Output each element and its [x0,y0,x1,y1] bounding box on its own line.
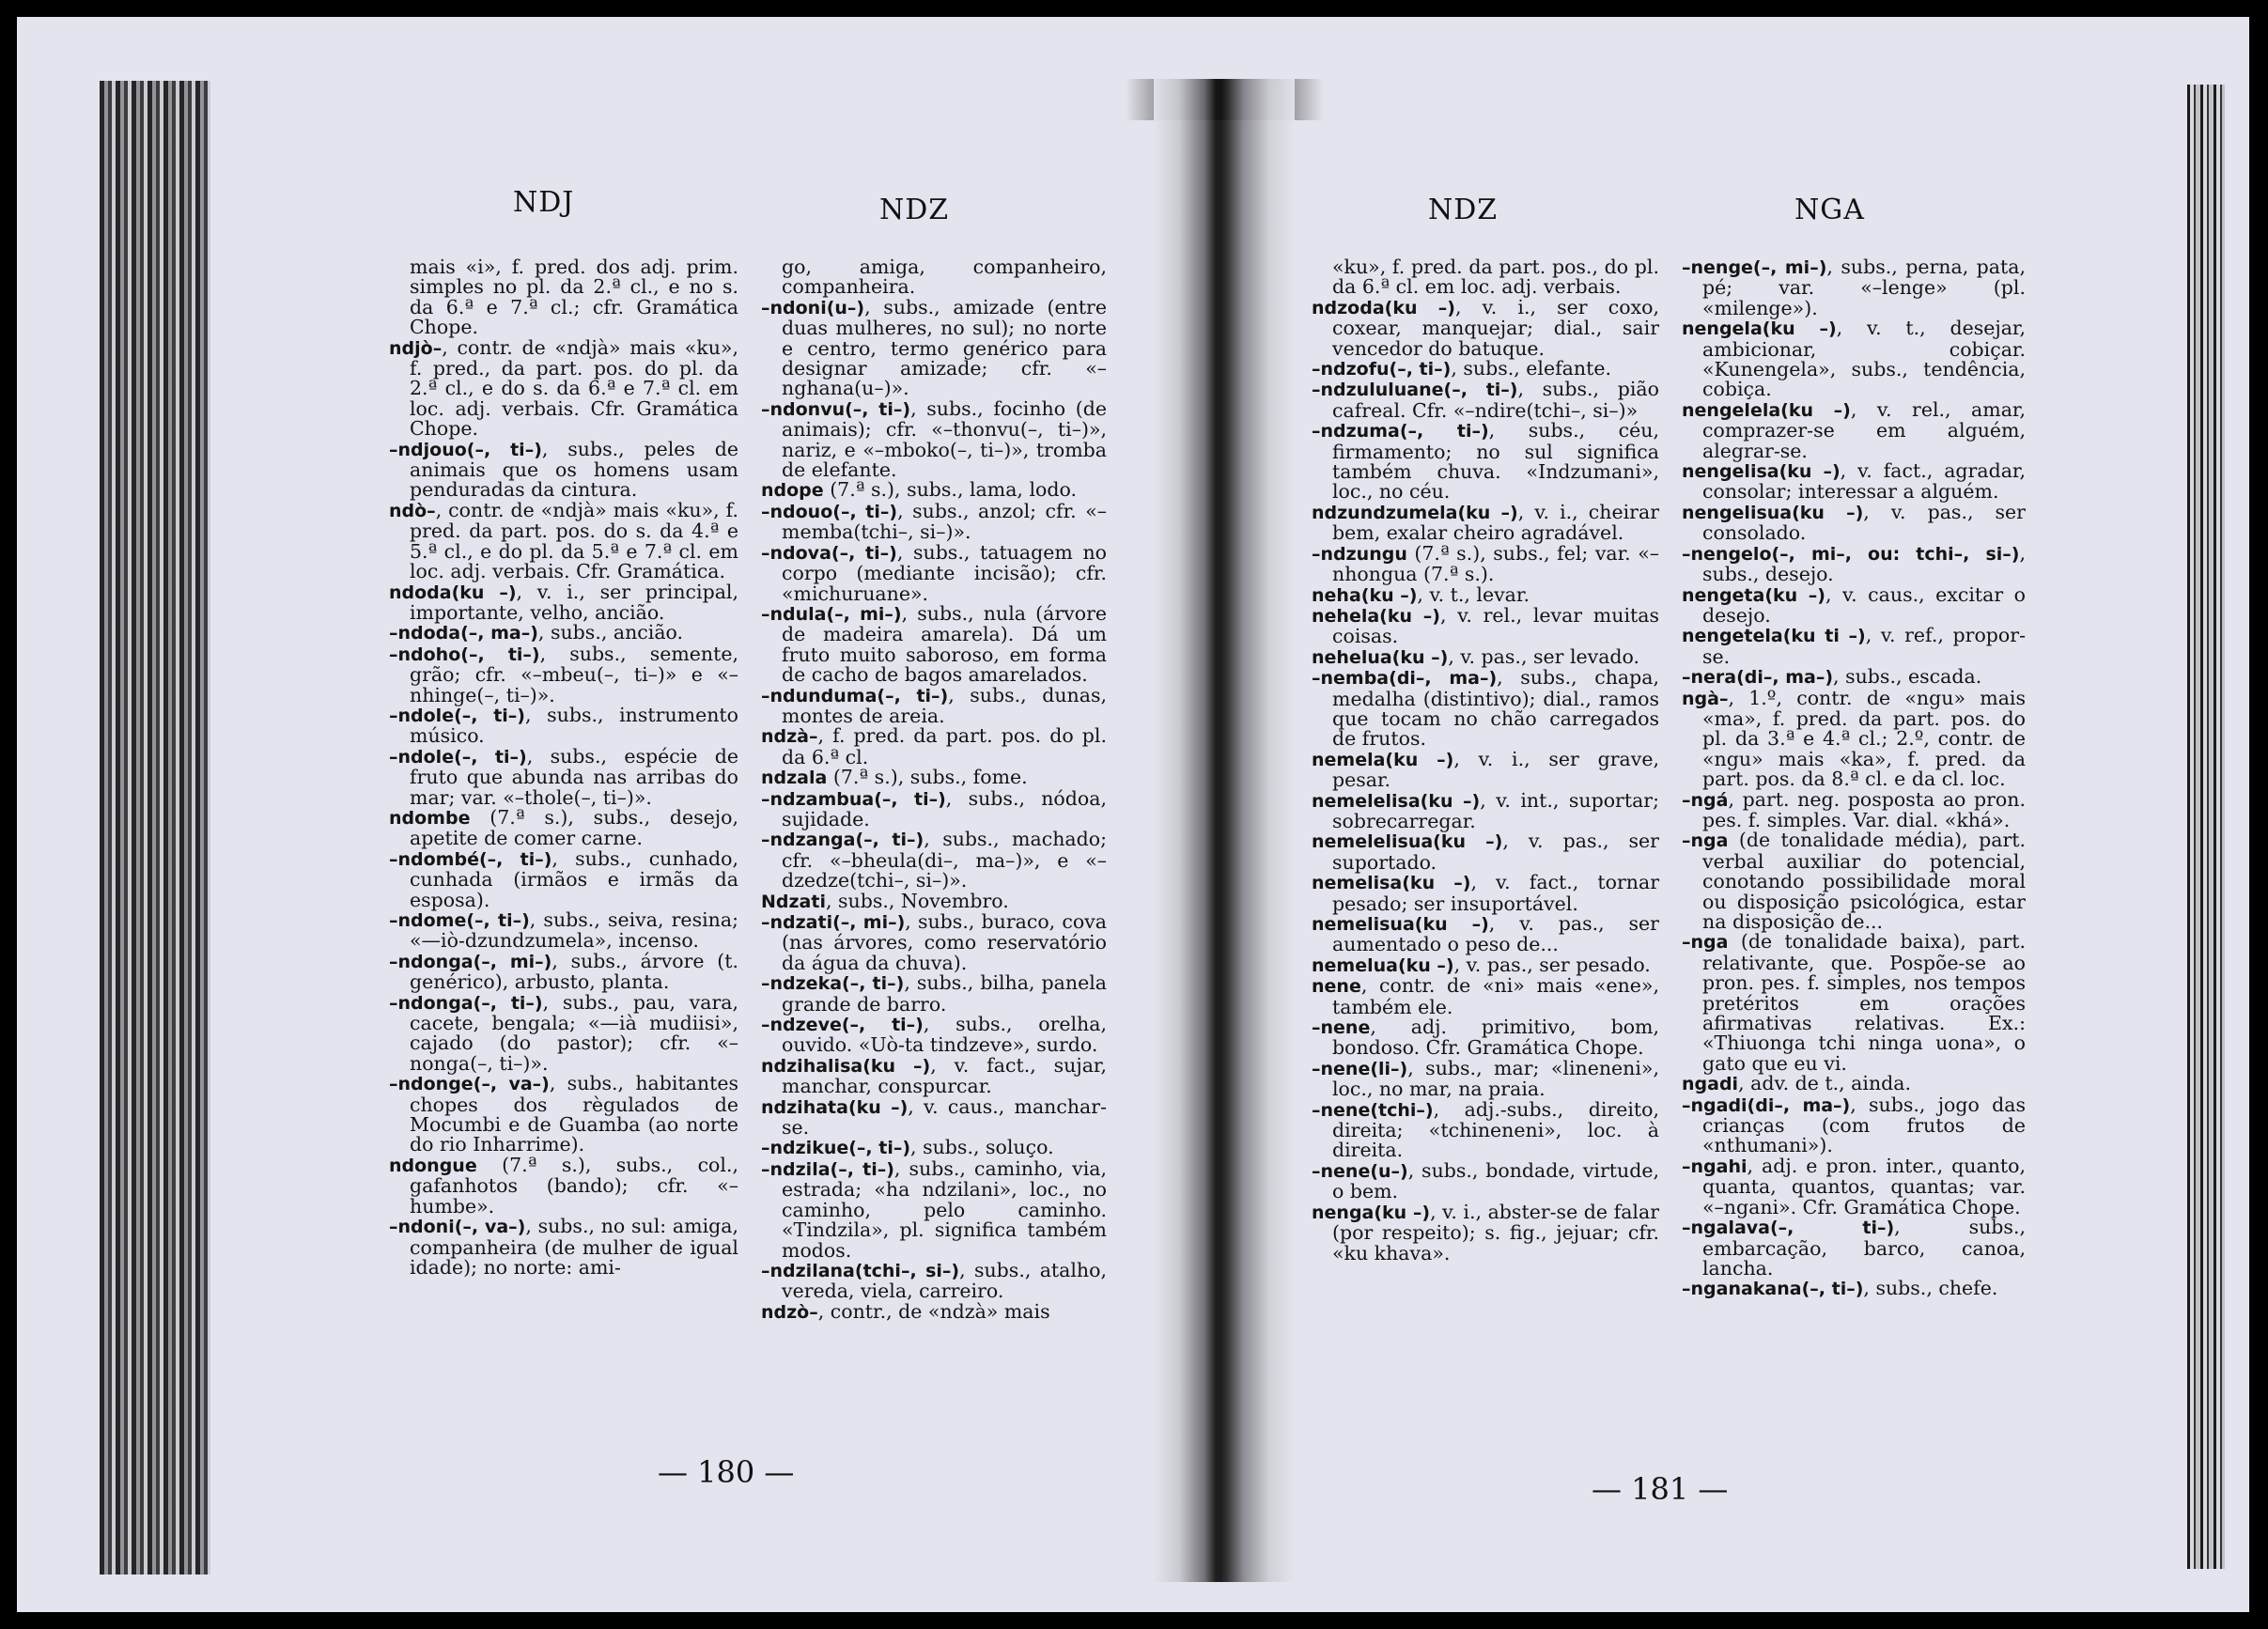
entry-definition: , v. pas., ser aumentado o peso de... [1332,912,1659,956]
entry-definition: , v. int., suportar; sobrecarregar. [1332,788,1660,832]
dictionary-entry [1682,830,2026,932]
dictionary-entry [761,257,1107,298]
entry-headword: –ngahi [1682,1156,1748,1177]
dictionary-entry [1312,295,1659,360]
entry-headword: Ndzati [761,891,826,912]
running-header-left-1: NDJ [513,186,575,219]
dictionary-entry [1312,1097,1659,1162]
entry-definition: , subs., dunas, montes de areia. [782,683,1107,727]
dictionary-entry [389,623,738,644]
entry-definition: , subs., jogo das crianças (com frutos de «nthumani»). [1702,1093,2026,1157]
entry-headword: –ndoni(–, va–) [389,1217,526,1238]
dictionary-entry [1682,667,2026,688]
entry-headword: –ndzila(–, ti–) [761,1158,894,1180]
dictionary-entry [761,1094,1108,1140]
entry-headword: –nene(u–) [1312,1160,1408,1182]
dictionary-entry [1682,500,2026,545]
entry-headword: –nene [1312,1017,1371,1039]
entry-headword: –ndova(–, ti–) [761,542,897,564]
dictionary-entry [1682,686,2026,791]
dictionary-entry [761,1015,1107,1056]
entry-headword: ndzihalisa(ku –) [761,1055,931,1077]
dictionary-entry [761,396,1107,482]
entry-headword: –ndoni(u–) [761,297,865,318]
entry-headword: –ngá [1682,789,1729,811]
entry-headword: ndzala [761,768,828,789]
dictionary-entry [389,498,738,583]
page-edge-right [2187,85,2225,1569]
entry-headword: –ndzuma(–, ti–) [1312,421,1489,442]
entry-headword: ndongue [389,1155,477,1176]
entry-definition: , subs., pião cafreal. Cfr. «–ndire(tchi–, si–)» [1332,378,1659,422]
entry-definition: , subs., machado; cfr. «–bheula(di–, ma–)», e «–dzedze(tchi–, si–)». [782,828,1107,892]
entry-definition: , v. i., abster-se de falar (por respeito); s. fig., jejuar; cfr. «ku khava». [1332,1200,1659,1264]
dictionary-entry [761,889,1107,912]
dictionary-entry [761,912,1107,973]
dictionary-entry [1312,747,1659,792]
entry-definition: , subs., peles de animais que os homens usam penduradas da cintura. [410,437,738,502]
entry-definition: (7.ª s.), subs., fel; var. «–nhongua (7.ª s.). [1332,541,1659,586]
entry-headword: –ndzeve(–, ti–) [761,1015,924,1036]
entry-headword: –nenge(–, mi–) [1682,257,1827,278]
left-page-column-2 [761,257,1107,1323]
entry-definition: , adj.-subs., direito, direita; «tchineneni», loc. à direita. [1332,1097,1659,1162]
book-scan [17,17,2249,1612]
dictionary-entry [1682,626,2026,667]
entry-definition: , subs., nódoa, sujidade. [782,786,1107,830]
dictionary-entry [1682,318,2026,400]
page-number-right: — 181 — [1592,1471,1729,1507]
entry-definition: (7.ª s.), subs., lama, lodo. [823,478,1077,502]
dictionary-entry [1312,541,1659,586]
entry-headword: –ndunduma(–, ti–) [761,685,949,706]
dictionary-entry [1312,955,1659,976]
dictionary-entry [389,910,738,952]
entry-headword: ngà– [1682,688,1729,709]
dictionary-entry [1312,1056,1659,1101]
entry-headword: nengelisa(ku –) [1682,461,1841,483]
entry-definition: (de tonalidade baixa), part. relativante, que. Pospõe-se ao pron. pes. f. simples, nos tempos pretéritos em orações afirmativas relativas. Ex.: «Thiuonga tchi ninga uona», o gato que eu vi. [1702,930,2026,1075]
entry-headword: nemelelisa(ku –) [1312,790,1481,812]
entry-definition: , v. rel., levar muitas coisas. [1332,603,1659,648]
dictionary-entry [761,1053,1107,1098]
dictionary-entry [1312,668,1659,750]
entry-definition: , subs., mar; «lineneni», loc., no mar, na praia. [1332,1056,1659,1101]
entry-definition: , subs., caminho, via, estrada; «ha ndzilani», loc., no caminho, pelo caminho. «Tindzila», pl. significa também modos. [782,1156,1107,1262]
dictionary-entry [1312,1202,1659,1264]
entry-headword: –nengelo(–, mi–, ou: tchi–, si–) [1682,543,2020,565]
entry-headword: neha(ku –) [1312,584,1418,606]
dictionary-entry [1682,257,2026,318]
dictionary-entry [1682,582,2026,627]
entry-definition: , subs., soluço. [910,1136,1054,1159]
entry-definition: , subs., focinho (de animais); cfr. «–thonvu(–, ti–)», nariz, e «–mboko(–, ti–)», tromba de elefante. [782,396,1107,482]
dictionary-entry [389,990,738,1075]
entry-definition: (7.ª s.), subs., col., gafanhotos (bando); cfr. «–humbe». [410,1153,738,1218]
dictionary-entry [761,786,1107,830]
entry-headword: nemelisa(ku –) [1312,873,1471,894]
dictionary-entry [761,1156,1107,1262]
entry-definition: , adj. primitivo, bom, bondoso. Cfr. Gramática Chope. [1332,1016,1659,1060]
dictionary-entry [1312,500,1659,545]
entry-definition: , v. pas., ser pesado. [1453,953,1651,976]
entry-definition: , v. t., desejar, ambicionar, cobiçar. «Kunengela», subs., tendência, cobiça. [1702,317,2026,401]
entry-definition: , contr. de «ndjà» mais «ku», f. pred., da part. pos. do pl. da 2.ª cl., e do s. da 6.ª e 7.ª cl. em loc. adj. verbais. Cfr. Gramática Chope. [410,335,738,441]
dictionary-entry [761,601,1107,687]
entry-definition: , v. t., levar. [1417,582,1530,606]
entry-headword: –ndombé(–, ti–) [389,848,552,870]
entry-headword: –ndzululuane(–, ti–) [1312,380,1518,401]
entry-headword: nengelisua(ku –) [1682,502,1864,523]
entry-headword: –ndzungu [1312,543,1407,565]
entry-definition: , subs., céu, firmamento; no sul significa também chuva. «Indzumani», loc., no céu. [1332,419,1659,504]
entry-definition: , subs., perna, pata, pé; var. «–lenge» (pl. «milenge»). [1702,256,2027,319]
entry-definition: , subs., habitantes chopes dos règulados de Mocumbi e de Guamba (ao norte do rio Inharrime). [410,1072,739,1156]
dictionary-entry [1682,787,2026,831]
entry-headword: ndzihata(ku –) [761,1096,909,1118]
entry-definition: , v. fact., tornar pesado; ser insuportável. [1332,871,1659,915]
dictionary-entry [1312,831,1659,873]
dictionary-entry [1312,582,1659,606]
entry-definition: , subs., escada. [1833,665,1982,689]
dictionary-entry [389,703,739,748]
entry-headword: nenga(ku –) [1312,1202,1431,1223]
entry-headword: nemelisua(ku –) [1312,914,1489,935]
entry-headword: –ndzeka(–, ti–) [761,973,905,995]
entry-definition: , v. pas., ser levado. [1448,644,1640,668]
dictionary-entry [1682,397,2026,462]
entry-headword: ndò– [389,500,436,521]
entry-headword: ndzò– [761,1301,818,1323]
entry-definition: , subs., embarcação, barco, canoa, lancha. [1702,1216,2026,1280]
dictionary-entry [761,830,1107,891]
entry-definition: , subs., tatuagem no corpo (mediante incisão); cfr. «michuruane». [782,540,1108,605]
entry-headword: –ndole(–, ti–) [389,746,527,768]
dictionary-entry [389,1074,738,1156]
entry-headword: –ndole(–, ti–) [389,705,525,726]
entry-definition: , v. i., ser grave, pesar. [1332,747,1659,792]
entry-headword: nemela(ku –) [1312,749,1454,770]
entry-headword: –nera(di–, ma–) [1682,667,1834,689]
entry-definition: , adj. e pron. inter., quanto, quanta, quantos, quantas; var. «–ngani». Cfr. Gramática Chope. [1702,1154,2026,1218]
dictionary-entry [1682,1218,2026,1279]
running-header-right-1: NDZ [1428,194,1499,226]
entry-headword: nemelelisua(ku –) [1312,831,1503,853]
dictionary-entry [761,499,1107,544]
entry-definition: , contr. de «ndjà» mais «ku», f. pred. da part. pos. do s. da 4.ª e 5.ª cl., e do pl. da 5.ª e 7.ª cl. em loc. adj. verbais. Cfr. Gramática. [410,498,738,583]
entry-headword: –ndjouo(–, ti–) [389,439,542,460]
entry-headword: nehelua(ku –) [1312,646,1449,668]
dictionary-entry [761,1258,1107,1303]
entry-headword: –nga [1682,932,1729,954]
dictionary-entry [389,1153,738,1218]
entry-headword: –ndonge(–, va–) [389,1074,550,1095]
entry-headword: ndzoda(ku –) [1312,297,1455,318]
dictionary-entry [389,335,738,441]
entry-definition: , 1.º, contr. de «ngu» mais «ma», f. pred. da part. pos. do pl. da 3.ª e 4.ª cl.; 2.º, contr. de «ngu» mais «ka», f. pred. da part. pos. da 8.ª cl. e da cl. loc. [1702,686,2026,791]
entry-definition: , subs., pau, vara, cacete, bengala; «—ià mudiisi», cajado (do pastor); cfr. «–nonga(–, ti–)». [410,990,738,1075]
entry-definition: , subs., nula (árvore de madeira amarela). Dá um fruto muito saboroso, em forma de cacho de bagos amarelados. [782,601,1107,687]
entry-headword: –ndzikue(–, ti–) [761,1138,911,1159]
entry-headword: –ngalava(–, ti–) [1682,1218,1895,1239]
dictionary-entry [389,805,738,850]
dictionary-entry [1312,976,1659,1017]
entry-definition: , contr. de «ni» mais «ene», também ele. [1332,974,1659,1018]
entry-definition: , subs., buraco, cova (nas árvores, como reservatório da água da chuva). [782,910,1107,974]
page-number-left: — 180 — [658,1454,795,1490]
entry-definition: , subs., Novembro. [825,889,1009,912]
dictionary-entry [1312,1158,1659,1203]
entry-definition: , subs., bilha, panela grande de barro. [782,971,1107,1016]
entry-headword: nengelela(ku –) [1682,399,1851,421]
dictionary-entry [1682,1156,2026,1218]
entry-definition: , v. fact., agradar, consolar; interessar a alguém. [1702,459,2026,504]
entry-headword: –ndoho(–, ti–) [389,644,540,665]
entry-headword: nehela(ku –) [1312,605,1440,627]
entry-definition: (7.ª s.), subs., fome. [827,766,1028,789]
entry-headword: nene [1312,976,1361,998]
entry-definition: , subs., ancião. [537,621,684,644]
entry-headword: –ndzambua(–, ti–) [761,788,946,810]
entry-definition: , contr., de «ndzà» mais [817,1299,1050,1323]
entry-definition: , v. caus., excitar o desejo. [1702,582,2026,627]
entry-headword: ngadi [1682,1074,1739,1095]
entry-headword: –ndzofu(–, ti–) [1312,359,1452,380]
dictionary-entry [389,846,738,911]
entry-definition: , adv. de t., ainda. [1738,1072,1912,1095]
entry-definition: , v. ref., propor-se. [1702,624,2026,668]
entry-headword: –ndula(–, mi–) [761,603,902,625]
dictionary-entry [389,1217,738,1278]
dictionary-entry [1312,644,1659,668]
dictionary-entry [761,683,1107,727]
entry-headword: –ndoda(–, ma–) [389,623,538,644]
dictionary-entry [1312,1017,1659,1059]
dictionary-entry [1312,873,1659,914]
page-edge-left [100,81,210,1575]
entry-definition: , v. pas., ser suportado. [1332,830,1659,874]
entry-headword: ndjò– [389,337,443,359]
dictionary-entry [761,768,1107,788]
entry-headword: –nene(li–) [1312,1058,1408,1079]
entry-headword: nengeta(ku –) [1682,584,1825,606]
entry-headword: –ndome(–, ti–) [389,910,530,931]
dictionary-entry [1312,359,1659,380]
entry-definition: , subs., bondade, virtude, o bem. [1332,1158,1659,1203]
dictionary-entry [761,480,1107,501]
dictionary-entry [1312,257,1659,298]
dictionary-entry [1682,1279,2026,1299]
entry-definition: , f. pred. da part. pos. do pl. da 6.ª cl. [782,724,1107,768]
running-header-right-2: NGA [1794,194,1865,226]
entry-definition: , subs., instrumento músico. [410,703,739,748]
entry-definition: , subs., semente, grão; cfr. «–mbeu(–, ti–)» e «–nhinge(–, ti–)». [410,642,738,706]
entry-headword: –nga [1682,830,1729,852]
entry-headword: –ndouo(–, ti–) [761,501,898,522]
dictionary-entry [1312,421,1659,503]
entry-definition: , subs., atalho, vereda, viela, carreiro. [782,1258,1107,1303]
dictionary-entry [1682,932,2026,1074]
dictionary-entry [1682,1095,2026,1156]
entry-definition: , subs., no sul: amiga, companheira (de mulher de igual idade); no norte: ami- [410,1215,738,1279]
entry-headword: –ndonga(–, mi–) [389,951,552,972]
entry-headword: ndoda(ku –) [389,582,517,603]
entry-definition: (de tonalidade média), part. verbal auxiliar do potencial, conotando possibilidade moral ou disposição psicológica, estar na disposição de... [1702,829,2026,933]
entry-definition: , v. i., cheirar bem, exalar cheiro agradável. [1332,500,1659,545]
entry-headword: –nene(tchi–) [1312,1099,1434,1121]
entry-headword: ndzà– [761,726,818,748]
entry-definition: , subs., seiva, resina; «—iò-dzundzumela», incenso. [410,908,738,953]
entry-headword: –nemba(di–, ma–) [1312,668,1498,690]
entry-definition: , subs., elefante. [1451,357,1611,380]
entry-headword: –ngadi(di–, ma–) [1682,1094,1851,1116]
entry-definition: , subs., orelha, ouvido. «Uò-ta tindzeve», surdo. [782,1013,1107,1057]
dictionary-entry [389,949,739,994]
entry-headword: ndombe [389,807,471,829]
dictionary-entry [761,1299,1107,1323]
entry-definition: , v. i., ser principal, importante, velho, ancião. [410,580,738,624]
book-gutter [1154,79,1295,1582]
entry-headword: ndope [761,480,824,502]
entry-headword: –nganakana(–, ti–) [1682,1279,1864,1300]
entry-definition: , subs., desejo. [1702,541,2026,586]
entry-definition: , subs., espécie de fruto que abunda nas arribas do mar; var. «–thole(–, ti–)». [410,744,739,809]
dictionary-entry [1312,788,1660,832]
entry-headword: –ndonvu(–, ti–) [761,398,911,420]
entry-headword: –ndzilana(tchi–, si–) [761,1260,960,1281]
dictionary-entry [389,582,738,624]
entry-definition: «ku», f. pred. da part. pos., do pl. da 6.ª cl. em loc. adj. verbais. [1332,256,1659,299]
dictionary-entry [761,726,1107,768]
entry-definition: , v. fact., sujar, manchar, conspurcar. [782,1053,1107,1098]
entry-headword: –ndzanga(–, ti–) [761,830,924,851]
entry-definition: , v. pas., ser consolado. [1702,500,2026,545]
entry-definition: , part. neg. posposta ao pron. pes. f. simples. Var. dial. «khá». [1702,787,2026,831]
dictionary-entry [761,295,1107,400]
dictionary-entry [761,1138,1107,1158]
entry-headword: nengetela(ku ti –) [1682,626,1866,647]
running-header-left-2: NDZ [879,194,950,226]
dictionary-entry [389,744,739,809]
entry-definition: , subs., cunhado, cunhada (irmãos e irmãs da esposa). [410,846,738,911]
dictionary-entry [389,257,738,338]
entry-definition: , subs., chapa, medalha (distintivo); dial., ramos que tocam no chão carregados de frutos. [1332,666,1659,751]
entry-headword: nemelua(ku –) [1312,954,1454,976]
dictionary-entry [761,540,1108,605]
entry-headword: –ndzati(–, mi–) [761,912,906,933]
entry-headword: ndzundzumela(ku –) [1312,502,1518,523]
entry-definition: , subs., árvore (t. genérico), arbusto, planta. [410,949,739,994]
dictionary-entry [1682,461,2026,503]
entry-definition: , v. i., ser coxo, coxear, manquejar; dial., sair vencedor do batuque. [1332,295,1659,360]
entry-definition: , v. rel., amar, comprazer-se em alguém, alegrar-se. [1702,397,2026,462]
entry-definition: , v. caus., manchar-se. [782,1094,1108,1140]
dictionary-entry [1312,603,1659,648]
entry-headword: –ndonga(–, ti–) [389,992,543,1014]
entry-definition: mais «i», f. pred. dos adj. prim. simples no pl. da 2.ª cl., e no s. da 6.ª e 7.ª cl.; cfr. Gramática Chope. [410,256,738,339]
dictionary-entry [1682,541,2026,586]
dictionary-entry [1312,380,1659,421]
entry-definition: , subs., anzol; cfr. «–memba(tchi–, si–)». [782,499,1107,544]
left-page-column-1 [389,257,738,1278]
entry-definition: go, amiga, companheiro, companheira. [782,256,1107,299]
entry-definition: , subs., chefe. [1863,1277,1998,1300]
dictionary-entry [389,644,738,706]
right-page-column-1 [1312,257,1659,1264]
dictionary-entry [1312,914,1659,955]
entry-definition: , subs., amizade (entre duas mulheres, no sul); no norte e centro, termo genérico para designar amizade; cfr. «–nghana(u–)». [782,295,1107,400]
right-page-column-2 [1682,257,2026,1300]
dictionary-entry [389,437,738,502]
dictionary-entry [1682,1074,2026,1094]
dictionary-entry [761,973,1107,1015]
entry-headword: nengela(ku –) [1682,318,1837,340]
entry-definition: (7.ª s.), subs., desejo, apetite de comer carne. [410,805,738,850]
